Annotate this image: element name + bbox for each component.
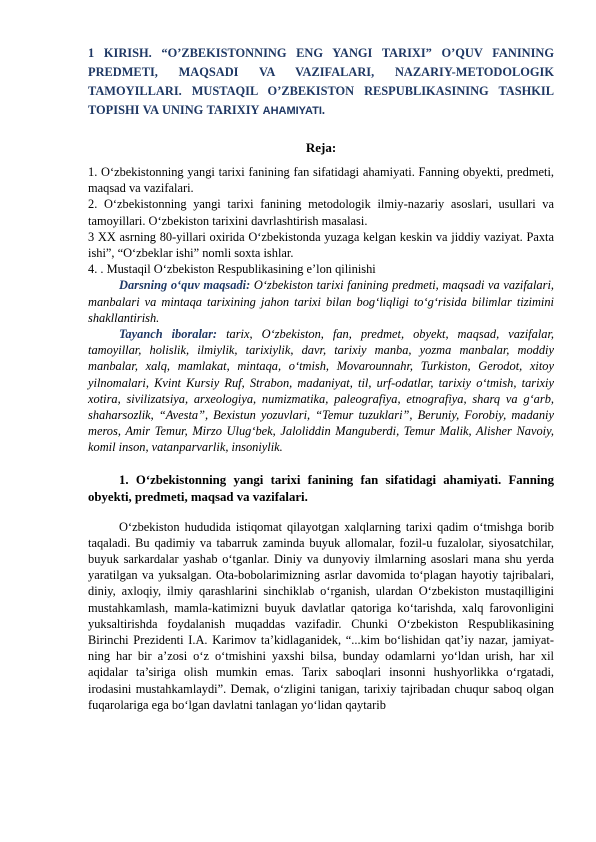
- body-paragraph: O‘zbekiston hududida istiqomat qilayotgan xalqlarning tarixi qadim o‘tmishga borib taqaladi. Bu qadimiy va tabarruk zaminda buyuk allomalar, fozil-u fuzalolar, siyosatchilar, buyuk sarkardalar yashab o‘tganlar. Diniy va dunyoviy ilmlarning asoslari mana shu yerda yaratilgan va yuksalgan. Ota-bobolarimizning asrlar davomida to‘plagan hayotiy tajribalari, diniy, axloqiy, ilmiy qarashlarini sinchiklab o‘rganish, ulardan O‘zbekiston mustaqilligini mustahkamlash, mamla-katimizni buyuk davlatlar qatoriga ko‘tarishda, xalq farovonligini yuksaltirishda foydalanish muqaddas vazifadir. Chunki O‘zbekiston Respublikasining Birinchi Prezidenti I.A. Karimov ta’kidlaganidek, “...kim bo‘lishidan qat’iy nazar, jamiyat-ning har bir a’zosi o‘z o‘tmishini yaxshi bilsa, bunday odamlarni yo‘ldan urish, har xil aqidalar ta’siriga olish mumkin emas. Tarix saboqlari insonni hushyorlikka o‘rgatadi, irodasini mustahkamlaydi”. Demak, o‘zligini tanigan, tarixiy tajribadan chuqur saboq olgan fuqarolariga ega bo‘lgan davlatni tanlagan yo‘lidan qaytarib: [88, 519, 554, 712]
- plan-item-2: 2. O‘zbekistonning yangi tarixi fanining metodologik ilmiy-nazariy asoslari, usullari va tamoyillari. O‘zbekiston tarixini davrlashtirish masalasi.: [88, 197, 554, 228]
- document-page: [88, 44, 554, 713]
- lesson-purpose: [88, 277, 554, 326]
- heading-tail: AHAMIYATI: [262, 105, 322, 117]
- section-title: 1. O‘zbekistonning yangi tarixi fanining fan sifatidagi ahamiyati. Fanning obyekti, predmeti, maqsad va vazifalari.: [88, 472, 554, 504]
- heading-text: 1 KIRISH. “O’ZBEKISTONNING ENG YANGI TARIXI” O’QUV FANINING PREDMETI, MAQSADI VA VAZIFALARI, NAZARIY-METODOLOGIK TAMOYILLARI. MUSTAQIL O’ZBEKISTON RESPUBLIKASINING TASHKIL TOPISHI VA UNING TARIXIY: [88, 46, 554, 117]
- heading-tail-punct: .: [321, 103, 326, 117]
- plan-item-1: 1. O‘zbekistonning yangi tarixi fanining fan sifatidagi ahamiyati. Fanning obyekti, predmeti, maqsad va vazifalari.: [88, 165, 554, 196]
- keywords: [88, 326, 554, 456]
- lesson-purpose-text: O‘zbekiston tarixi fanining predmeti, maqsadi va vazifalari, manbalari va mintaqa tarixining jahon tarixi bilan bog‘liqligi to‘g‘risida bilimlar tizimini shakllantirish.: [88, 278, 554, 325]
- plan-item-3: 3 XX asrning 80-yillari oxirida O‘zbekistonda yuzaga kelgan keskin va jiddiy vaziyat. Paxta ishi”, “O‘zbeklar ishi” nomli soxta ishlar.: [88, 229, 554, 261]
- keywords-text: tarix, O‘zbekiston, fan, predmet, obyekt, maqsad, vazifalar, tamoyillar, holislik, ilmiylik, tarixiylik, davr, tarixiy manba, yozma manbalar, moddiy manbalar, xalq, mamlakat, mintaqa, o‘tmish, Movarounnahr, Turkiston, Gerodot, xitoy yilnomalari, Kvint Kursiy Ruf, Strabon, madaniyat, til, urf-odatlar, tarixiy o‘tmish, tarixiy xotira, sivilizatsiya, arxeologiya, numizmatika, paleografiya, etnografiya, sharq va g‘arb, shaharsozlik, “Avesta”, Bexistun yozuvlari, “Temur tuzuklari”, Beruniy, Forobiy, madaniy meros, Amir Temur, Mirzo Ulug‘bek, Jaloliddin Manguberdi, Temur Malik, Alisher Navoiy, komil inson, vatanparvarlik, insoniylik.: [88, 327, 555, 455]
- lesson-purpose-label: Darsning o‘quv maqsadi:: [119, 278, 251, 293]
- document-heading: [88, 44, 554, 121]
- plan-item-4: 4. . Mustaqil O‘zbekiston Respublikasining e’lon qilinishi: [88, 262, 376, 277]
- plan-title: Reja:: [305, 140, 337, 155]
- keywords-label: Tayanch iboralar:: [119, 327, 218, 342]
